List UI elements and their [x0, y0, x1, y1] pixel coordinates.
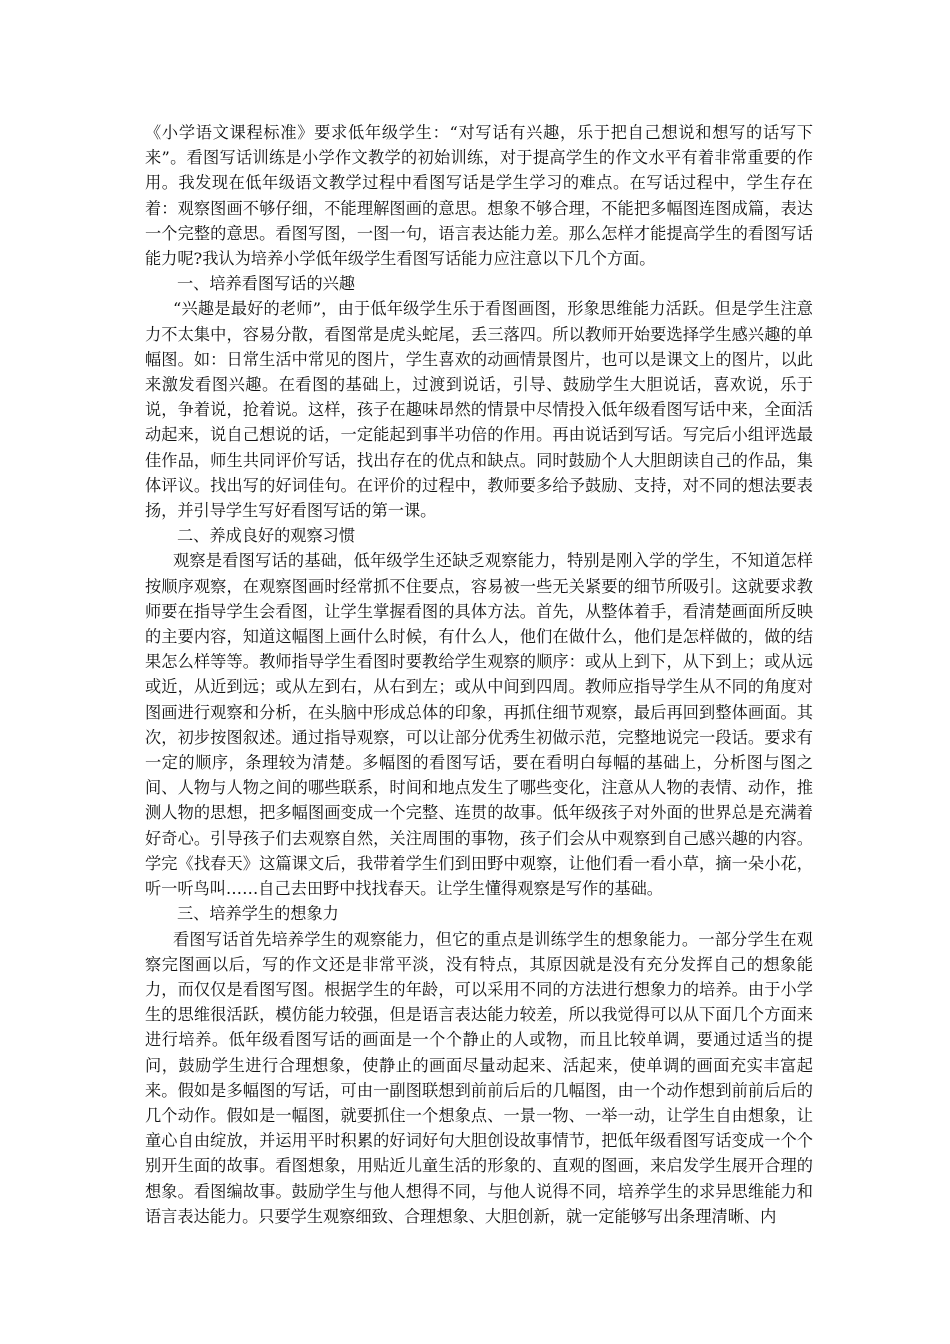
section-body-imagination: 看图写话首先培养学生的观察能力，但它的重点是训练学生的想象能力。一部分学生在观察完图画以后，写的作文还是非常平淡，没有特点，其原因就是没有充分发挥自己的想象能力，而仅仅是看图写图。根据学生的年龄，可以采用不同的方法进行想象力的培养。由于小学生的思维很活跃，模仿能力较强，但是语言表达能力较差，所以我觉得可以从下面几个方面来进行培养。低年级看图写话的画面是一个个静止的人或物，而且比较单调，要通过适当的提问，鼓励学生进行合理想象，使静止的画面尽量动起来、活起来，使单调的画面充实丰富起来。假如是多幅图的写话，可由一副图联想到前前后后的几幅图，由一个动作想到前前后后的几个动作。假如是一幅图，就要抓住一个想象点、一景一物、一举一动，让学生自由想象，让童心自由绽放，并运用平时积累的好词好句大胆创设故事情节，把低年级看图写话变成一个个别开生面的故事。看图想象，用贴近儿童生活的形象的、直观的图画，来启发学生展开合理的想象。看图编故事。鼓励学生与他人想得不同，与他人说得不同，培养学生的求异思维能力和语言表达能力。只要学生观察细致、合理想象、大胆创新，就一定能够写出条理清晰、内 — [145, 929, 813, 1226]
document-page — [145, 120, 813, 1229]
section-body-interest: “兴趣是最好的老师”，由于低年级学生乐于看图画图，形象思维能力活跃。但是学生注意力不太集中，容易分散，看图常是虎头蛇尾，丢三落四。所以教师开始要选择学生感兴趣的单幅图。如：日常生活中常见的图片，学生喜欢的动画情景图片，也可以是课文上的图片，以此来激发看图兴趣。在看图的基础上，过渡到说话，引导、鼓励学生大胆说话，喜欢说，乐于说，争着说，抢着说。这样，孩子在趣味昂然的情景中尽情投入低年级看图写话中来，全面活动起来，说自己想说的话，一定能起到事半功倍的作用。再由说话到写话。写完后小组评选最佳作品，师生共同评价写话，找出存在的优点和缺点。同时鼓励个人大胆朗读自己的作品，集体评议。找出写的好词佳句。在评价的过程中，教师要多给予鼓励、支持，对不同的想法要表扬，并引导学生写好看图写话的第一课。 — [145, 299, 813, 521]
section-heading-imagination: 三、培养学生的想象力 — [177, 904, 339, 924]
section-heading-observation: 二、养成良好的观察习惯 — [177, 526, 356, 546]
section-heading-interest: 一、培养看图写话的兴趣 — [177, 274, 356, 294]
section-body-observation: 观察是看图写话的基础，低年级学生还缺乏观察能力，特别是刚入学的学生，不知道怎样按顺序观察，在观察图画时经常抓不住要点，容易被一些无关紧要的细节所吸引。这就要求教师要在指导学生会看图，让学生掌握看图的具体方法。首先，从整体着手，看清楚画面所反映的主要内容，知道这幅图上画什么时候，有什么人，他们在做什么，他们是怎样做的，做的结果怎么样等等。教师指导学生看图时要教给学生观察的顺序：或从上到下，从下到上；或从远或近，从近到远；或从左到右，从右到左；或从中间到四周。教师应指导学生从不同的角度对图画进行观察和分析，在头脑中形成总体的印象，再抓住细节观察，最后再回到整体画面。其次，初步按图叙述。通过指导观察，可以让部分优秀生初做示范，完整地说完一段话。要求有一定的顺序，条理较为清楚。多幅图的看图写话，要在看明白每幅的基础上，分析图与图之间、人物与人物之间的哪些联系，时间和地点发生了哪些变化，注意从人物的表情、动作，推测人物的思想，把多幅图画变成一个完整、连贯的故事。低年级孩子对外面的世界总是充满着好奇心。引导孩子们去观察自然，关注周围的事物，孩子们会从中观察到自己感兴趣的内容。学完《找春天》这篇课文后，我带着学生们到田野中观察，让他们看一看小草，摘一朵小花，听一听鸟叫……自己去田野中找找春天。让学生懂得观察是写作的基础。 — [145, 551, 813, 899]
intro-paragraph: 《小学语文课程标准》要求低年级学生：“对写话有兴趣，乐于把自己想说和想写的话写下来”。看图写话训练是小学作文教学的初始训练，对于提高学生的作文水平有着非常重要的作用。我发现在低年级语文教学过程中看图写话是学生学习的难点。在写话过程中，学生存在着：观察图画不够仔细，不能理解图画的意思。想象不够合理，不能把多幅图连图成篇，表达一个完整的意思。看图写图，一图一句，语言表达能力差。那么怎样才能提高学生的看图写话能力呢?我认为培养小学低年级学生看图写话能力应注意以下几个方面。 — [145, 123, 813, 269]
